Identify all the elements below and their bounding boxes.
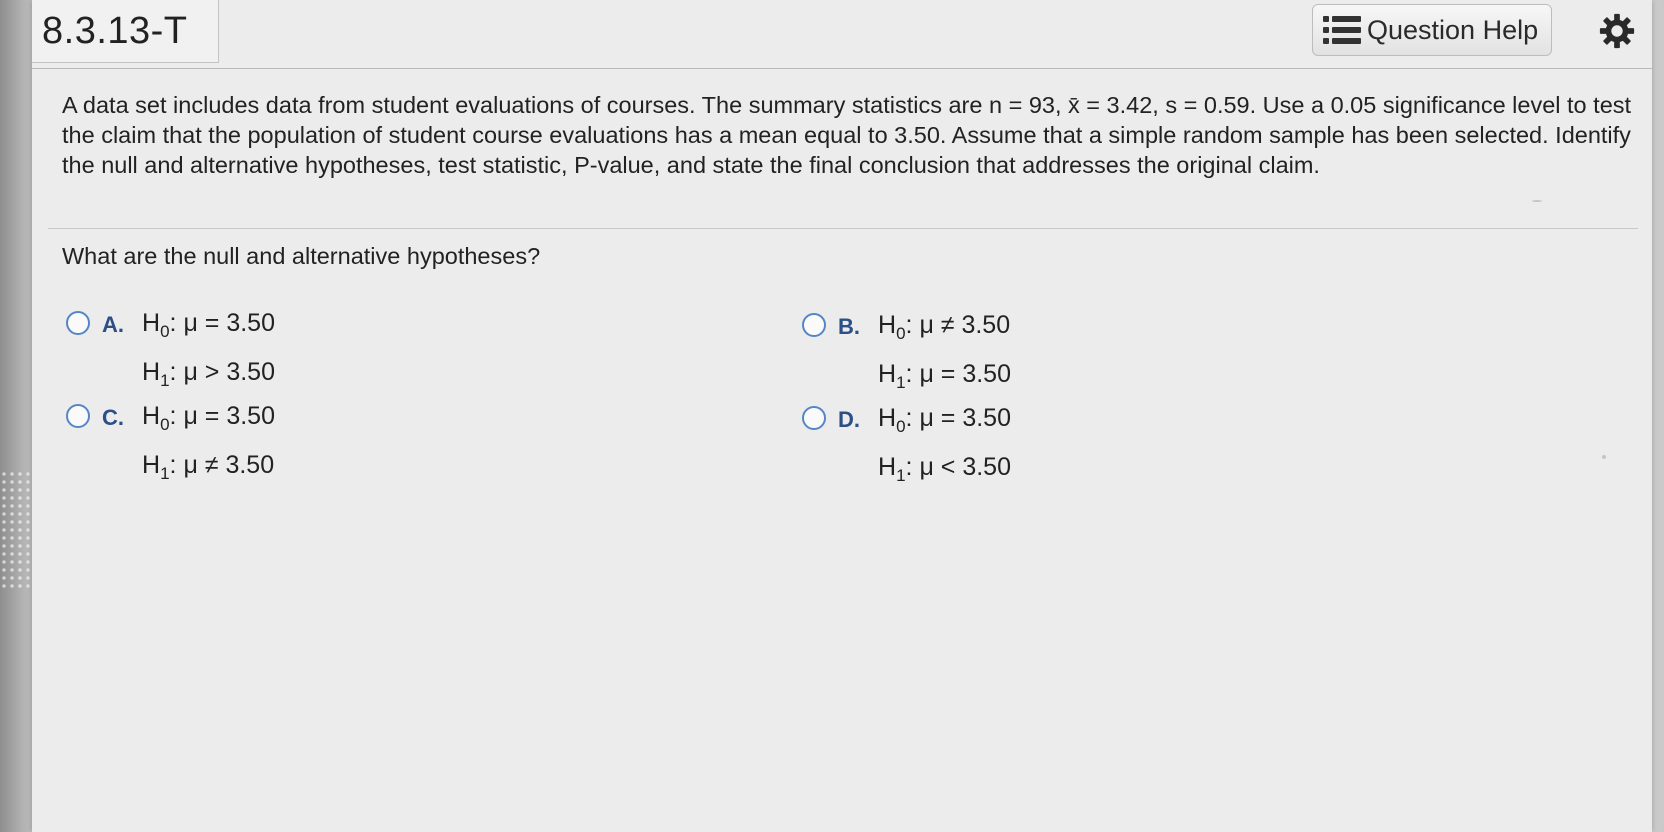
hypotheses	[878, 398, 1011, 496]
radio-button-a[interactable]	[66, 311, 90, 335]
edge-texture	[0, 470, 32, 590]
null-hypothesis: $H_0$: μ = 3.50	[878, 404, 1011, 436]
choice-b[interactable]	[802, 307, 1011, 403]
gear-icon[interactable]	[1598, 12, 1636, 50]
choice-letter: B.	[838, 314, 860, 339]
choice-c[interactable]	[66, 398, 275, 494]
hypotheses	[878, 305, 1011, 403]
null-hypothesis: $H_0$: μ ≠ 3.50	[878, 311, 1011, 343]
null-hypothesis: $H_0$: μ = 3.50	[142, 402, 275, 434]
radio-button-d[interactable]	[802, 406, 826, 430]
list-icon	[1323, 16, 1361, 44]
radio-button-b[interactable]	[802, 313, 826, 337]
alternative-hypothesis: $H_1$: μ ≠ 3.50	[142, 451, 275, 483]
screen-speck	[1602, 455, 1606, 459]
choice-letter: D.	[838, 407, 860, 432]
choice-a[interactable]	[66, 305, 275, 401]
radio-button-c[interactable]	[66, 404, 90, 428]
question-prompt: What are the null and alternative hypotheses?	[62, 243, 541, 269]
question-panel	[32, 0, 1652, 832]
choice-d[interactable]	[802, 400, 1011, 496]
problem-statement: A data set includes data from student evaluations of courses. The summary statistics are n = 93, x̄ = 3.42, s = 0.59. Use a 0.05 significance level to test the claim that the population of student course evaluations has a mean equal to 3.50. Assume that a simple random sample has been selected. Identify the null and alternative hypotheses, test statistic, P-value, and state the final conclusion that addresses the original claim.	[62, 92, 1632, 178]
section-divider	[48, 228, 1638, 229]
alternative-hypothesis: $H_1$: μ < 3.50	[878, 453, 1011, 485]
question-header	[32, 0, 1652, 69]
question-help-label: Question Help	[1367, 14, 1539, 45]
screen-speck	[1532, 200, 1542, 202]
alternative-hypothesis: $H_1$: μ > 3.50	[142, 358, 275, 390]
choice-letter: C.	[102, 405, 124, 430]
alternative-hypothesis: $H_1$: μ = 3.50	[878, 360, 1011, 392]
hypotheses	[142, 303, 275, 401]
null-hypothesis: $H_0$: μ = 3.50	[142, 309, 275, 341]
hypotheses	[142, 396, 275, 494]
question-help-button[interactable]	[1312, 4, 1552, 56]
question-id: 8.3.13-T	[32, 0, 219, 63]
choice-letter: A.	[102, 312, 124, 337]
